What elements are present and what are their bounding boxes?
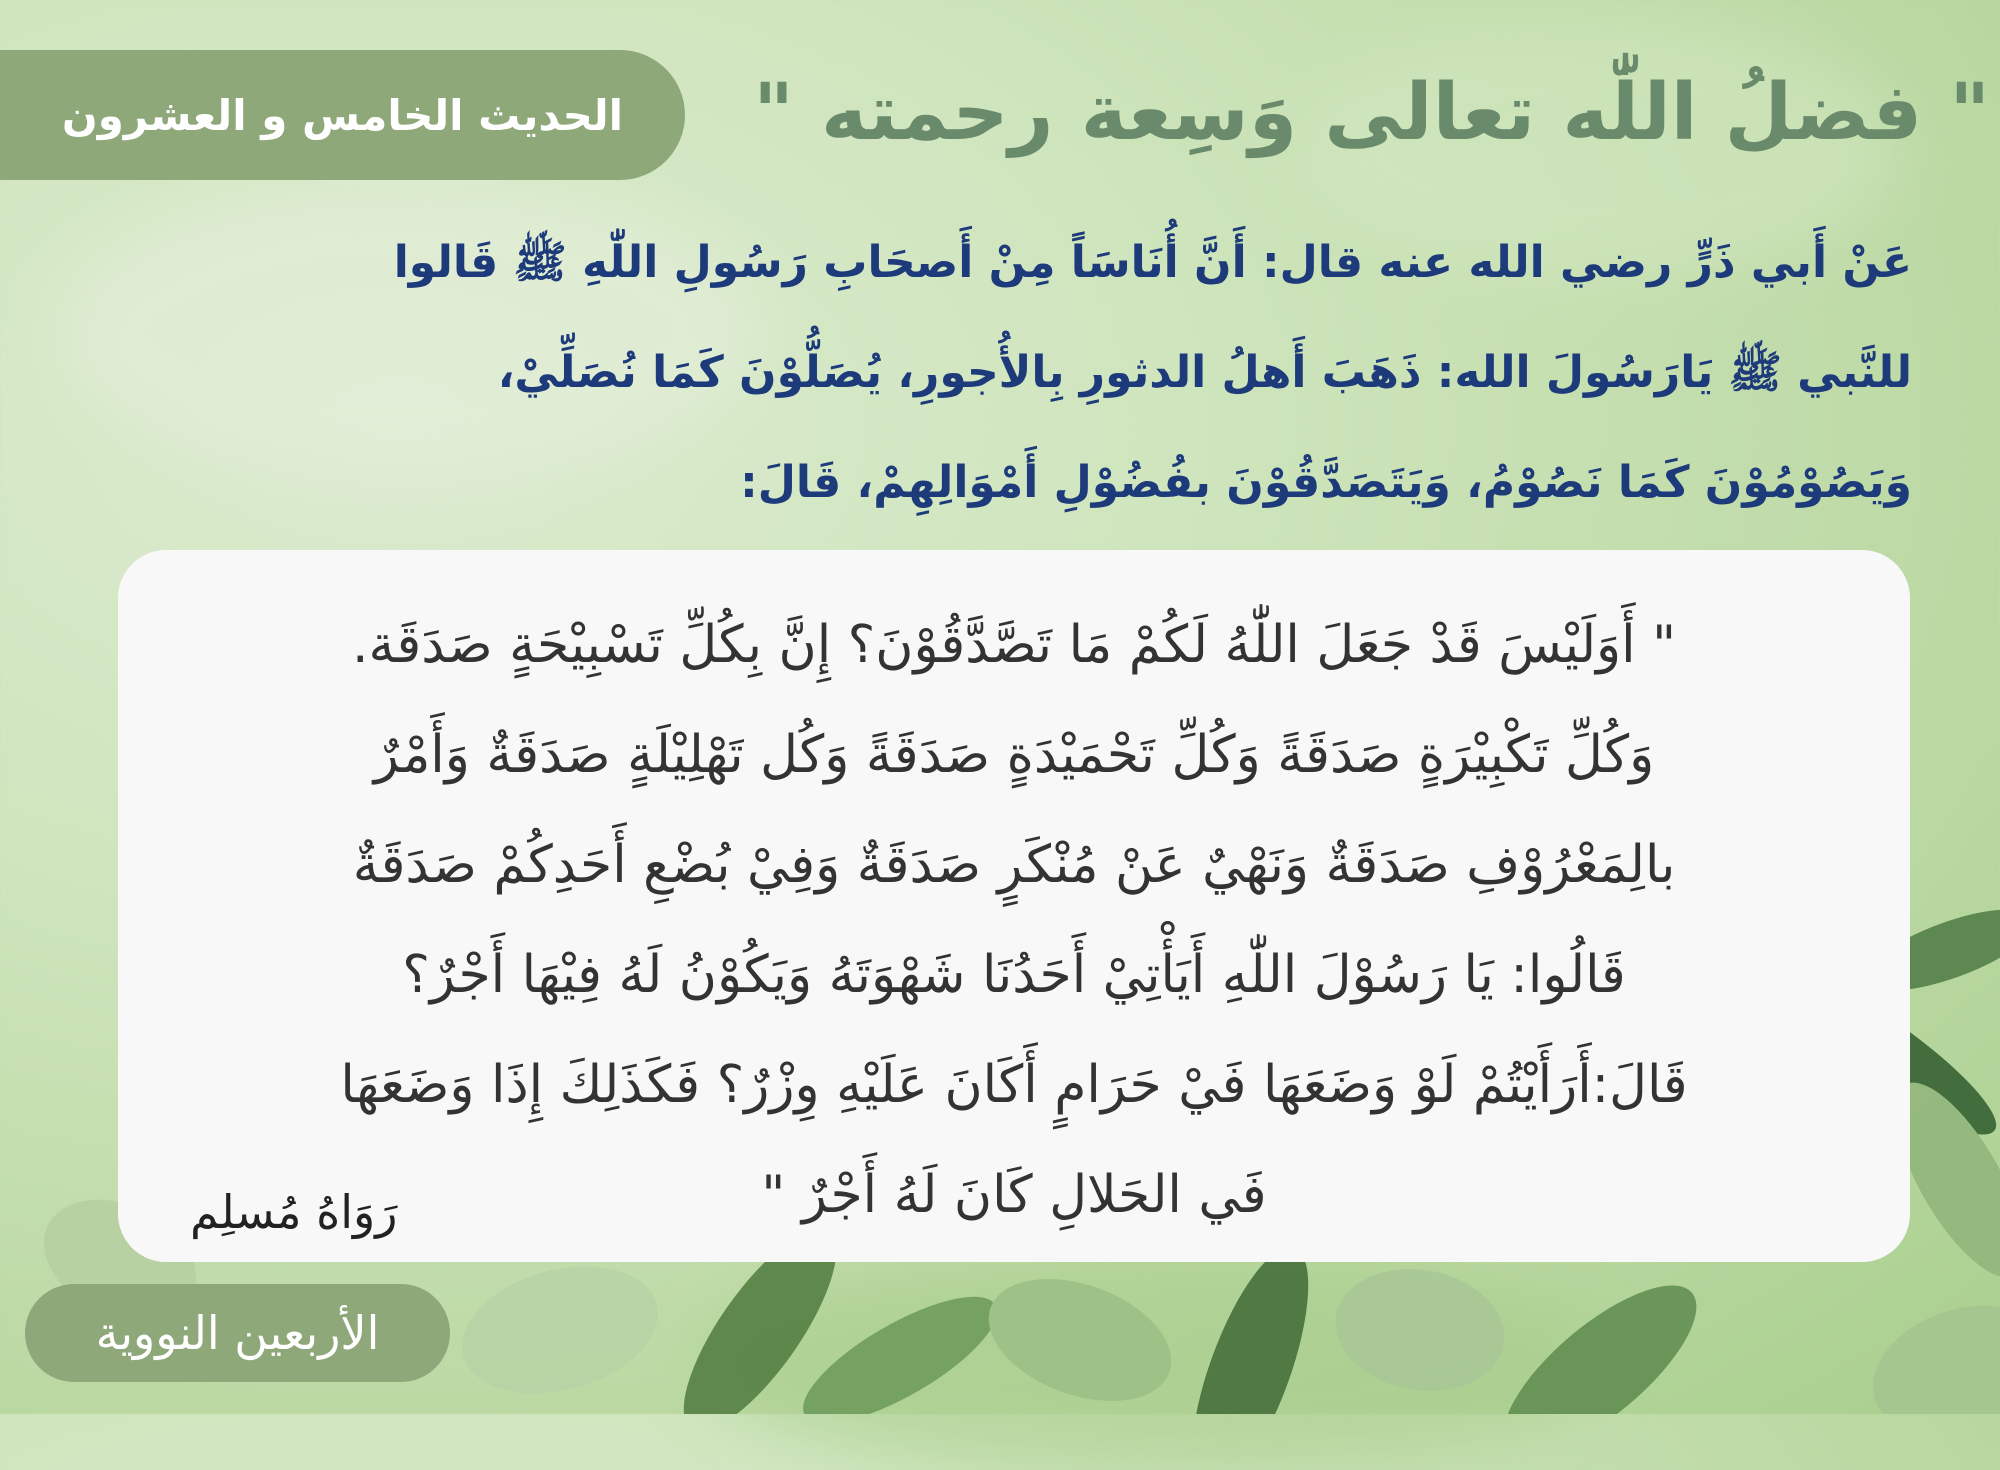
intro-line: عَنْ أَبي ذَرٍّ رضي الله عنه قال: أَنَّ أُنَاسَاً مِنْ أَصحَابِ رَسُولِ اللّٰهِ ﷺ قَالوا bbox=[393, 237, 1912, 288]
hadith-line: بالِمَعْرُوْفِ صَدَقَةٌ وَنَهْيٌ عَنْ مُنْكَرٍ صَدَقَةٌ وَفِيْ بُضْعِ أَحَدِكُمْ صَدَقَةٌ bbox=[352, 835, 1676, 895]
narrator-attribution: رَوَاهُ مُسلِم bbox=[190, 1185, 398, 1239]
page-title: " فضلُ اللّٰه تعالى وَسِعة رحمته " bbox=[753, 68, 1990, 158]
hadith-line: قَالَ:أَرَأَيْتُمْ لَوْ وَضَعَهَا فَيْ حَرَامٍ أَكَانَ عَلَيْهِ وِزْرٌ؟ فَكَذَلِكَ إِذَا وَضَعَهَا bbox=[340, 1055, 1688, 1115]
hadith-number-tag bbox=[0, 50, 685, 180]
hadith-line: " أَوَلَيْسَ قَدْ جَعَلَ اللّٰهُ لَكُمْ مَا تَصَّدَّقُوْنَ؟ إِنَّ بِكُلِّ تَسْبِيْحَةٍ صَدَقَة. bbox=[351, 615, 1677, 675]
intro-line: وَيَصُوْمُوْنَ كَمَا نَصُوْمُ، وَيَتَصَدَّقُوْنَ بفُضُوْلِ أَمْوَالِهِمْ، قَالَ: bbox=[740, 457, 1912, 508]
hadith-line: فَي الحَلالِ كَانَ لَهُ أَجْرٌ " bbox=[761, 1165, 1267, 1225]
collection-tag bbox=[25, 1284, 450, 1382]
intro-line: للنَّبي ﷺ يَارَسُولَ الله: ذَهَبَ أَهلُ الدثورِ بِالأُجورِ، يُصَلُّوْنَ كَمَا نُصَلِّيْ، bbox=[497, 347, 1912, 398]
hadith-introduction bbox=[262, 208, 1912, 538]
collection-label: الأربعين النووية bbox=[95, 1306, 380, 1360]
hadith-text bbox=[140, 590, 1888, 1250]
hadith-line: وَكُلِّ تَكْبِيْرَةٍ صَدَقَةً وَكُلِّ تَحْمَيْدَةٍ صَدَقَةً وَكُل تَهْلِيْلَةٍ صَدَقَةٌ وَأَمْرٌ bbox=[373, 725, 1655, 785]
hadith-number-label: الحديث الخامس و العشرون bbox=[61, 90, 624, 140]
hadith-line: قَالُوا: يَا رَسُوْلَ اللّٰهِ أَيَأْتِيْ أَحَدُنَا شَهْوَتَهُ وَيَكُوْنُ لَهُ فِيْهَا أَجْرٌ؟ bbox=[402, 945, 1626, 1005]
